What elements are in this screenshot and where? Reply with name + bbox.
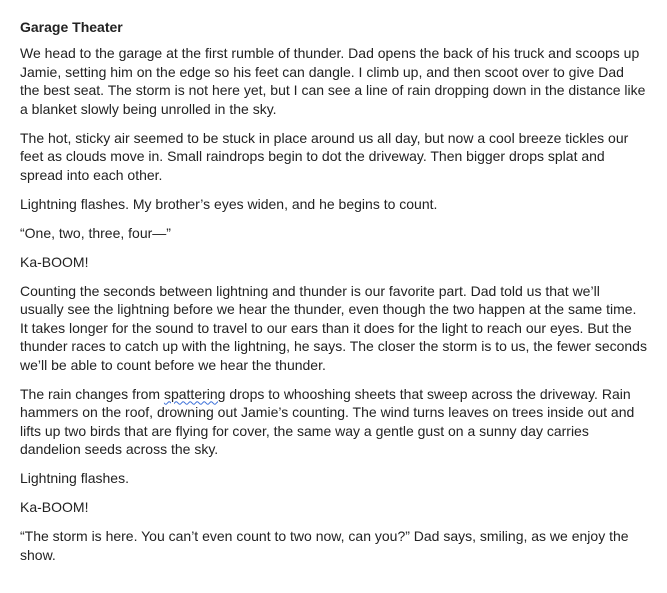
document-title: Garage Theater bbox=[20, 19, 123, 35]
spellcheck-flagged-word[interactable]: spattering bbox=[163, 385, 226, 402]
paragraph-3: Lightning flashes. My brother’s eyes widen, and he begins to count. bbox=[20, 195, 438, 212]
paragraph-7-text-after: drops to whooshing sheets that sweep across the driveway. Rain hammers on the roof, drowning out Jamie’s counting. The wind turns leaves on trees inside out and lifts up two birds that are flying for cover, the same way a gentle gust on a sunny day carries dandelion seeds across the sky. bbox=[20, 385, 635, 457]
paragraph-7-text-before: The rain changes from bbox=[20, 385, 164, 402]
paragraph-8: Lightning flashes. bbox=[20, 470, 129, 486]
paragraph-5: Ka-BOOM! bbox=[20, 253, 89, 270]
paragraph-4: “One, two, three, four—” bbox=[20, 224, 171, 241]
paragraph-1: We head to the garage at the first rumble of thunder. Dad opens the back of his truck and scoops up Jamie, setting him on the edge so his feet can dangle. I climb up, and then scoot over to give Dad the best seat. The storm is not here yet, but I can see a line of rain dropping down in the distance like a blanket slowly being unrolled in the sky. bbox=[20, 45, 646, 117]
paragraph-2: The hot, sticky air seemed to be stuck in place around us all day, but now a cool breeze tickles our feet as clouds move in. Small raindrops begin to dot the driveway. Then bigger drops splat and spread into each other. bbox=[20, 129, 629, 183]
paragraph-6: Counting the seconds between lightning and thunder is our favorite part. Dad told us that we’ll usually see the lightning before we hear the thunder, even though the two happen at the same time. It takes longer for the sound to travel to our ears than it does for the light to reach our eyes. But the thunder races to catch up with the lightning, he says. The closer the storm is to us, the fewer seconds we’ll be able to count before we hear the thunder. bbox=[20, 282, 647, 373]
paragraph-7 bbox=[20, 385, 647, 459]
paragraph-10: “The storm is here. You can’t even count to two now, can you?” Dad says, smiling, as we enjoy the show. bbox=[20, 528, 629, 563]
paragraph-9: Ka-BOOM! bbox=[20, 499, 89, 515]
